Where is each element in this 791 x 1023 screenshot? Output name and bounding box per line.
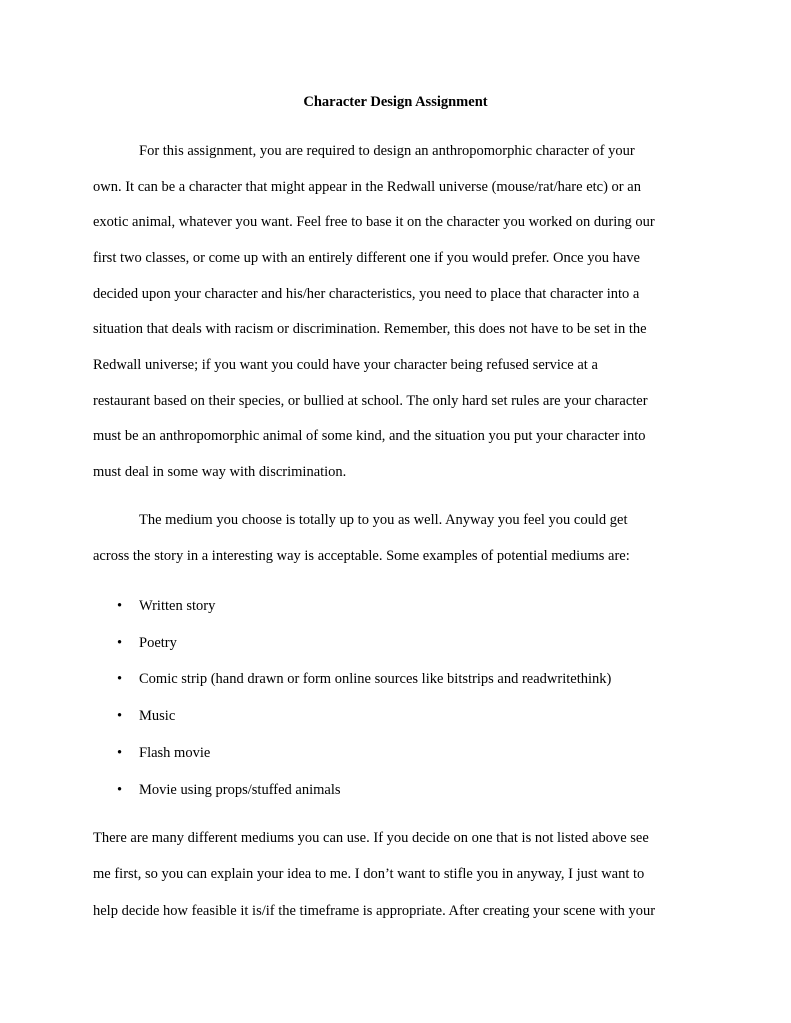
paragraph-line: Redwall universe; if you want you could have your character being refused service at a xyxy=(93,357,598,373)
paragraph-line: help decide how feasible it is/if the timeframe is appropriate. After creating your scene with your xyxy=(93,903,656,919)
bullet-icon: • xyxy=(117,635,123,651)
bullet-icon: • xyxy=(117,782,123,798)
bullet-icon: • xyxy=(117,708,123,724)
paragraph-line: must be an anthropomorphic animal of some kind, and the situation you put your character into xyxy=(93,428,646,444)
bullet-icon: • xyxy=(117,745,123,761)
list-item-label: Flash movie xyxy=(139,745,211,761)
bullet-icon: • xyxy=(117,671,123,687)
bullet-icon: • xyxy=(117,598,123,614)
paragraph-line: There are many different mediums you can use. If you decide on one that is not listed above see xyxy=(93,830,649,846)
paragraph-line: first two classes, or come up with an entirely different one if you would prefer. Once you have xyxy=(93,250,640,266)
paragraph-line: across the story in a interesting way is acceptable. Some examples of potential mediums are: xyxy=(93,548,630,564)
paragraph-line: own. It can be a character that might appear in the Redwall universe (mouse/rat/hare etc) or an xyxy=(93,179,641,195)
list-item-label: Music xyxy=(139,708,176,724)
paragraph-line: restaurant based on their species, or bullied at school. The only hard set rules are your character xyxy=(93,393,648,409)
list-item-label: Written story xyxy=(139,598,216,614)
list-item-label: Poetry xyxy=(139,635,177,651)
paragraph-line: exotic animal, whatever you want. Feel free to base it on the character you worked on during our xyxy=(93,214,655,230)
paragraph-line: For this assignment, you are required to design an anthropomorphic character of your xyxy=(139,143,635,159)
list-item-label: Comic strip (hand drawn or form online sources like bitstrips and readwritethink) xyxy=(139,671,612,687)
paragraph-line: must deal in some way with discrimination. xyxy=(93,464,347,480)
paragraph-line: decided upon your character and his/her characteristics, you need to place that character into a xyxy=(93,286,640,302)
list-item-label: Movie using props/stuffed animals xyxy=(139,782,341,798)
document-title: Character Design Assignment xyxy=(303,94,488,110)
paragraph-line: me first, so you can explain your idea to me. I don’t want to stifle you in anyway, I just want to xyxy=(93,866,645,882)
paragraph-line: The medium you choose is totally up to you as well. Anyway you feel you could get xyxy=(139,512,628,528)
paragraph-line: situation that deals with racism or discrimination. Remember, this does not have to be set in the xyxy=(93,321,647,337)
